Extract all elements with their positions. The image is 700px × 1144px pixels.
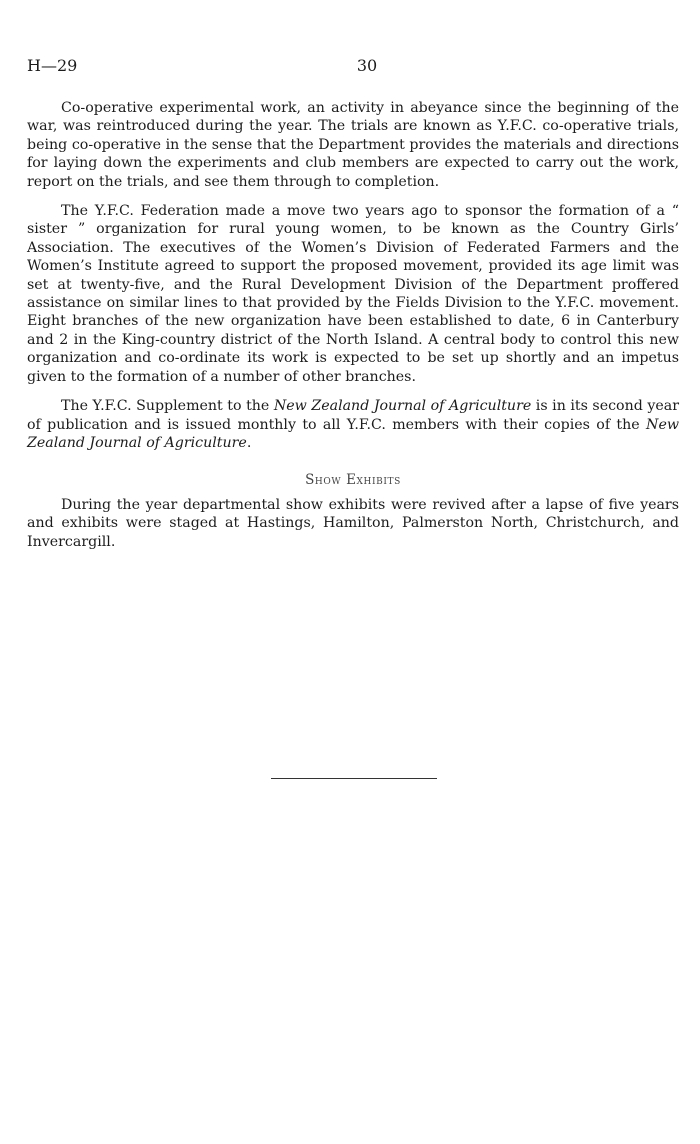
end-rule <box>271 778 437 779</box>
page-header <box>27 56 677 78</box>
section-heading-show-exhibits: Show Exhibits <box>305 472 401 489</box>
page-number: 30 <box>356 56 378 75</box>
paragraph-cooperative-work: Co-operative experimental work, an activity in abeyance since the beginning of the war, was reintroduced during the year. The trials are known as Y.F.C. co-operative trials, being co-operative in the sense that the Department provides the materials and directions for laying down the experiments and club members are expected to carry out the work, report on the trials, and see them through to completion. <box>27 100 679 190</box>
paragraph-yfc-supplement <box>27 397 679 452</box>
journal-title: New Zealand Journal of Agriculture <box>273 398 532 415</box>
document-code: H—29 <box>27 56 78 75</box>
paragraph-text: The Y.F.C. Supplement to the <box>61 398 274 415</box>
paragraph-country-girls-association: The Y.F.C. Federation made a move two years ago to sponsor the formation of a “ sister ” organization for rural young women, to be known as the Country Girls’ Association. The executives of the Women’s Division of Federated Farmers and the Women’s Institute agreed to support the proposed movement, provided its age limit was set at twenty-five, and the Rural Development Division of the Department proffered assistance on similar lines to that provided by the Fields Division to the Y.F.C. movement. Eight branches of the new organization have been established to date, 6 in Canterbury and 2 in the King-country district of the North Island. A central body to control this new organization and co-ordinate its work is expected to be set up shortly and an impetus given to the formation of a number of other branches. <box>27 203 679 385</box>
paragraph-show-exhibits: During the year departmental show exhibits were revived after a lapse of five years and exhibits were staged at Hastings, Hamilton, Palmerston North, Christchurch, and Invercargill. <box>27 496 679 550</box>
paragraph-text: . <box>246 434 252 451</box>
paragraph-text: is in its second year of publication and is issued monthly to all Y.F.C. members with their copies of the <box>27 398 680 433</box>
body-text <box>27 99 679 562</box>
journal-title: New Zealand Journal of Agriculture <box>27 416 679 451</box>
